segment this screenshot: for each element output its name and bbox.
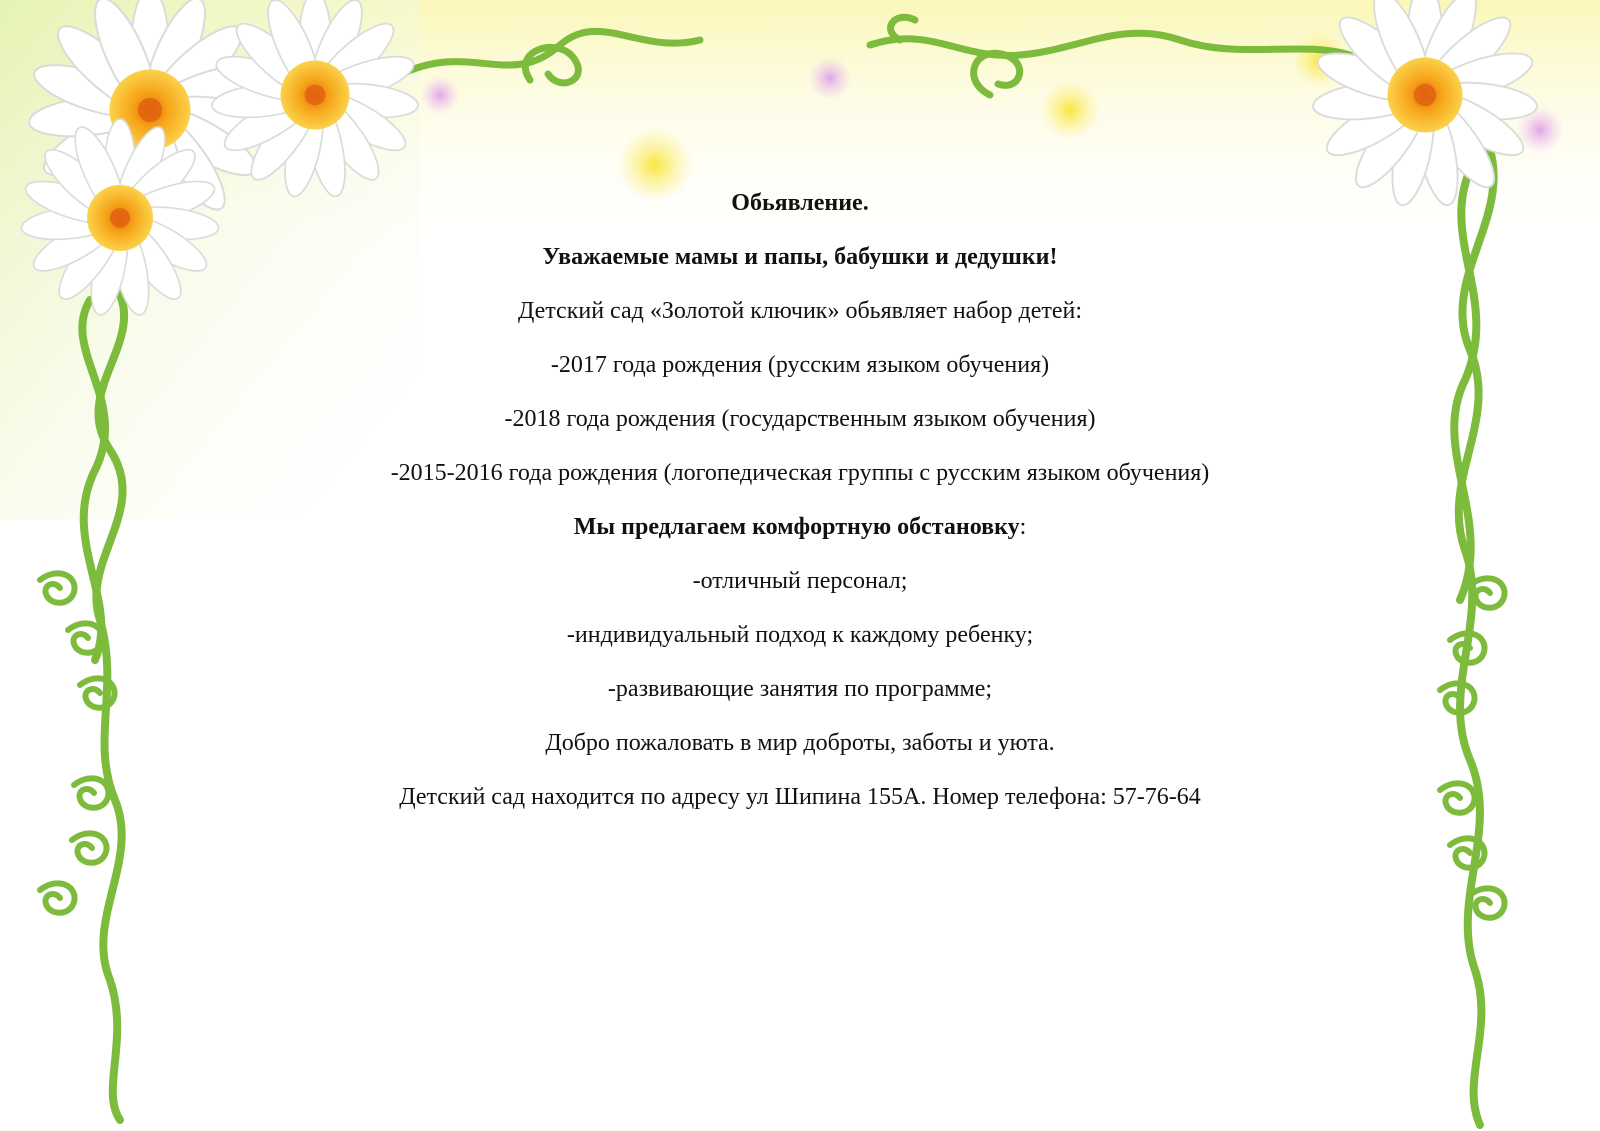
curly-vine-icon <box>40 883 75 912</box>
announcement-greeting: Уважаемые мамы и папы, бабушки и дедушки! <box>542 244 1058 270</box>
curly-vine-icon <box>1470 888 1505 917</box>
announcement-text <box>300 189 1300 837</box>
curly-vine-icon <box>1440 783 1475 812</box>
curly-vine-icon <box>1470 578 1505 607</box>
pink-spot <box>420 75 460 115</box>
curly-vine-icon <box>72 833 107 862</box>
pink-spot <box>808 56 852 100</box>
offer-line <box>300 513 1300 541</box>
group-item: -2017 года рождения (русским языком обучения) <box>550 352 1050 378</box>
contact-line: Детский сад находится по адресу ул Шипина 155А. Номер телефона: 57-76-64 <box>399 784 1201 810</box>
benefit-item: -развивающие занятия по программе; <box>607 676 993 702</box>
offer-heading: Мы предлагаем комфортную обстановку <box>573 514 1020 540</box>
announcement-title: Обьявление. <box>731 190 869 216</box>
curly-vine-icon <box>74 778 109 807</box>
welcome-line: Добро пожаловать в мир доброты, заботы и уюта. <box>545 730 1055 756</box>
announcement-intro: Детский сад «Золотой ключик» обьявляет набор детей: <box>517 298 1083 324</box>
benefit-item: -отличный персонал; <box>692 568 908 594</box>
curly-vine-icon <box>40 573 75 602</box>
benefit-item: -индивидуальный подход к каждому ребенку; <box>566 622 1034 648</box>
group-item: -2015-2016 года рождения (логопедическая группы с русским языком обучения) <box>390 460 1210 486</box>
group-item: -2018 года рождения (государственным языком обучения) <box>504 406 1096 432</box>
offer-colon: : <box>1019 514 1027 540</box>
yellow-spot <box>1040 80 1100 140</box>
